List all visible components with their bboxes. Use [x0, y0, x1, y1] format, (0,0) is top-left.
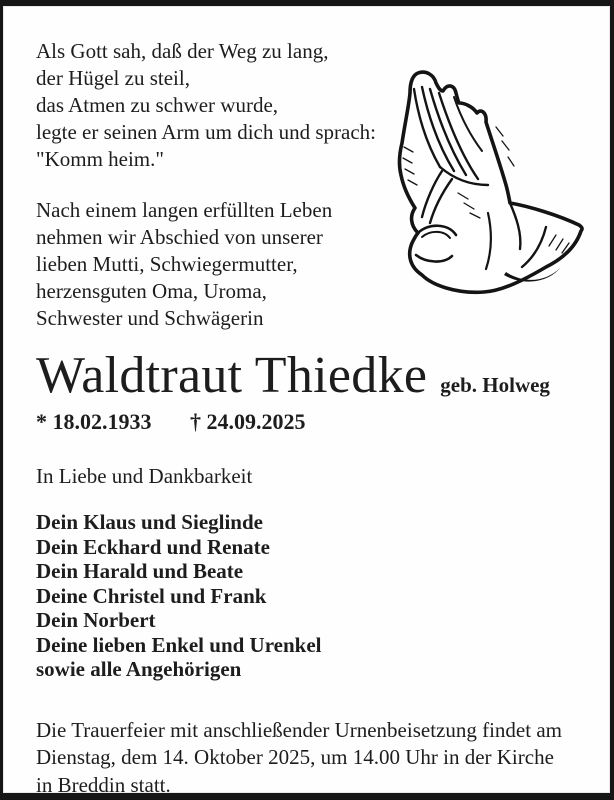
funeral-line: Dienstag, dem 14. Oktober 2025, um 14.00 Uhr in der Kirche	[36, 745, 554, 770]
maiden-name: geb. Holweg	[440, 373, 550, 397]
funeral-line: in Breddin statt.	[36, 772, 171, 797]
poem-line: legte er seinen Arm um dich und sprach:	[36, 120, 376, 144]
mourner-line: Deine Christel und Frank	[36, 583, 267, 608]
birth-date: * 18.02.1933	[36, 409, 152, 435]
poem-line: das Atmen zu schwer wurde,	[36, 93, 279, 117]
poem-line: der Hügel zu steil,	[36, 66, 190, 90]
poem-line: "Komm heim."	[36, 147, 164, 171]
mourners-list	[36, 510, 598, 682]
funeral-info	[36, 717, 598, 800]
life-dates	[36, 409, 598, 435]
funeral-line: Die Trauerfeier mit anschließender Urnenbeisetzung findet am	[36, 717, 562, 742]
closing-line: In Liebe und Dankbarkeit	[36, 464, 253, 489]
praying-hands-icon	[396, 66, 586, 298]
death-date: † 24.09.2025	[190, 409, 306, 435]
intro-line: lieben Mutti, Schwiegermutter,	[36, 252, 298, 276]
intro-line: Schwester und Schwägerin	[36, 306, 264, 330]
name-row	[36, 348, 598, 404]
poem-line: Als Gott sah, daß der Weg zu lang,	[36, 39, 329, 63]
mourner-line: Dein Eckhard und Renate	[36, 534, 270, 559]
mourner-line: Dein Klaus und Sieglinde	[36, 510, 263, 535]
intro-line: Nach einem langen erfüllten Leben	[36, 198, 333, 222]
mourner-line: Dein Harald und Beate	[36, 559, 244, 584]
deceased-name: Waldtraut Thiedke	[36, 347, 428, 404]
mourner-line: sowie alle Angehörigen	[36, 657, 242, 682]
mourner-line: Dein Norbert	[36, 608, 156, 633]
intro-line: herzensguten Oma, Uroma,	[36, 279, 267, 303]
intro-line: nehmen wir Abschied von unserer	[36, 225, 323, 249]
mourner-line: Deine lieben Enkel und Urenkel	[36, 632, 322, 657]
